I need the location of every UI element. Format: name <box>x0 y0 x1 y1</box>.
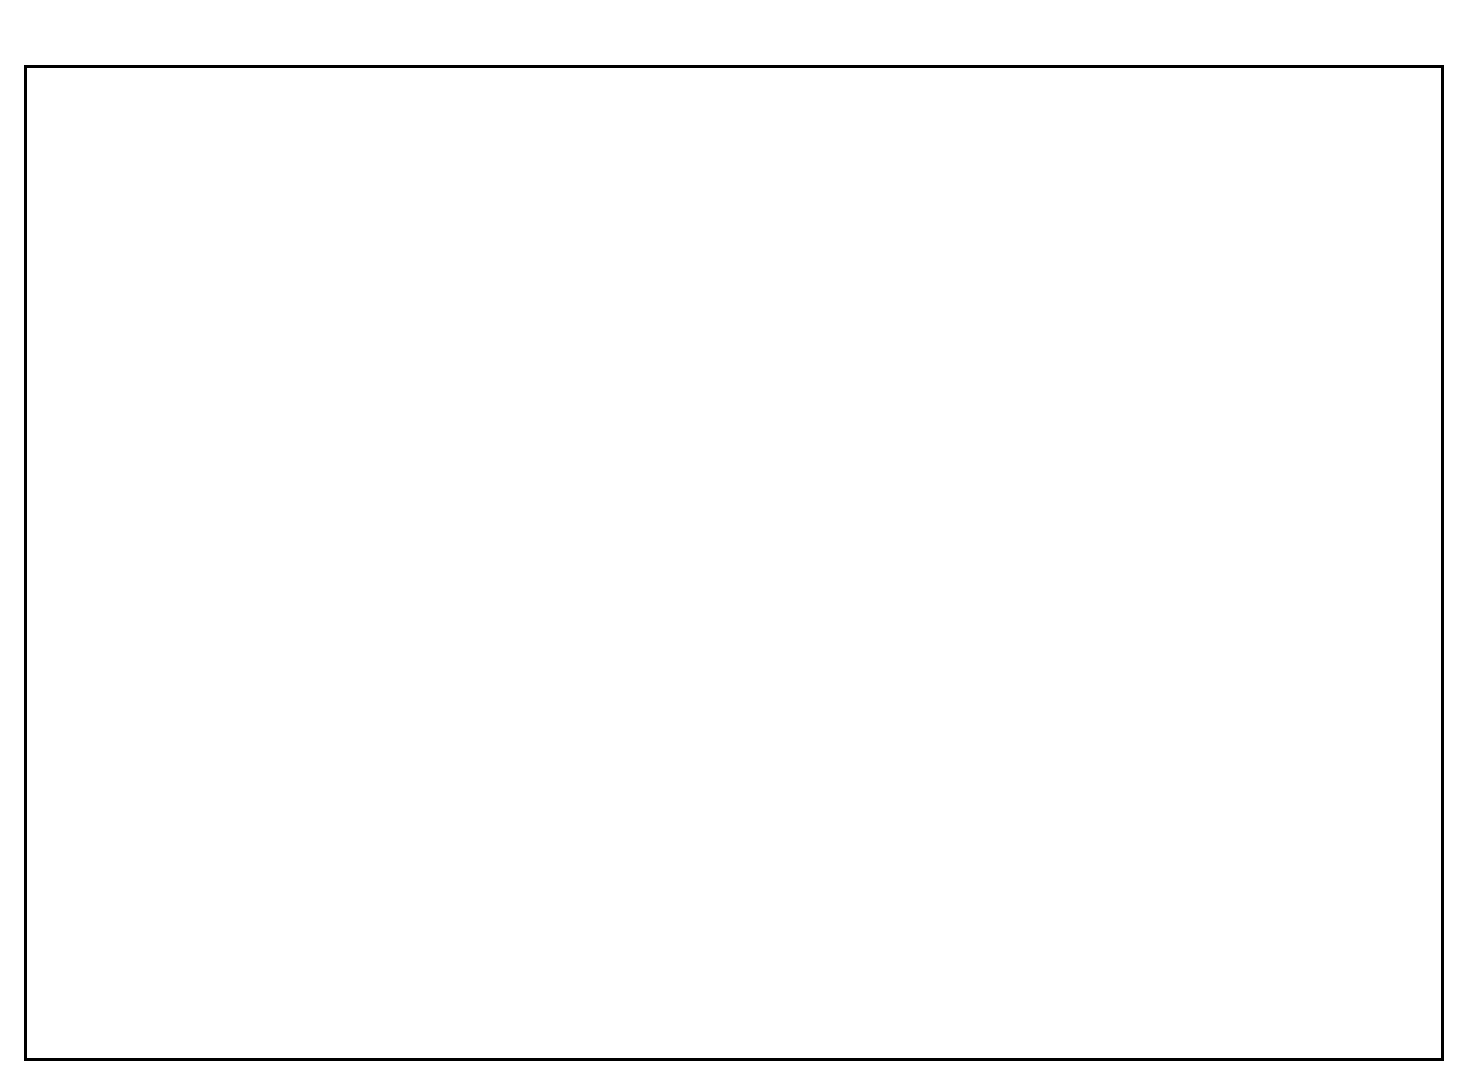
gantt-frame <box>24 65 1444 1061</box>
gantt-chart <box>27 68 1441 1058</box>
